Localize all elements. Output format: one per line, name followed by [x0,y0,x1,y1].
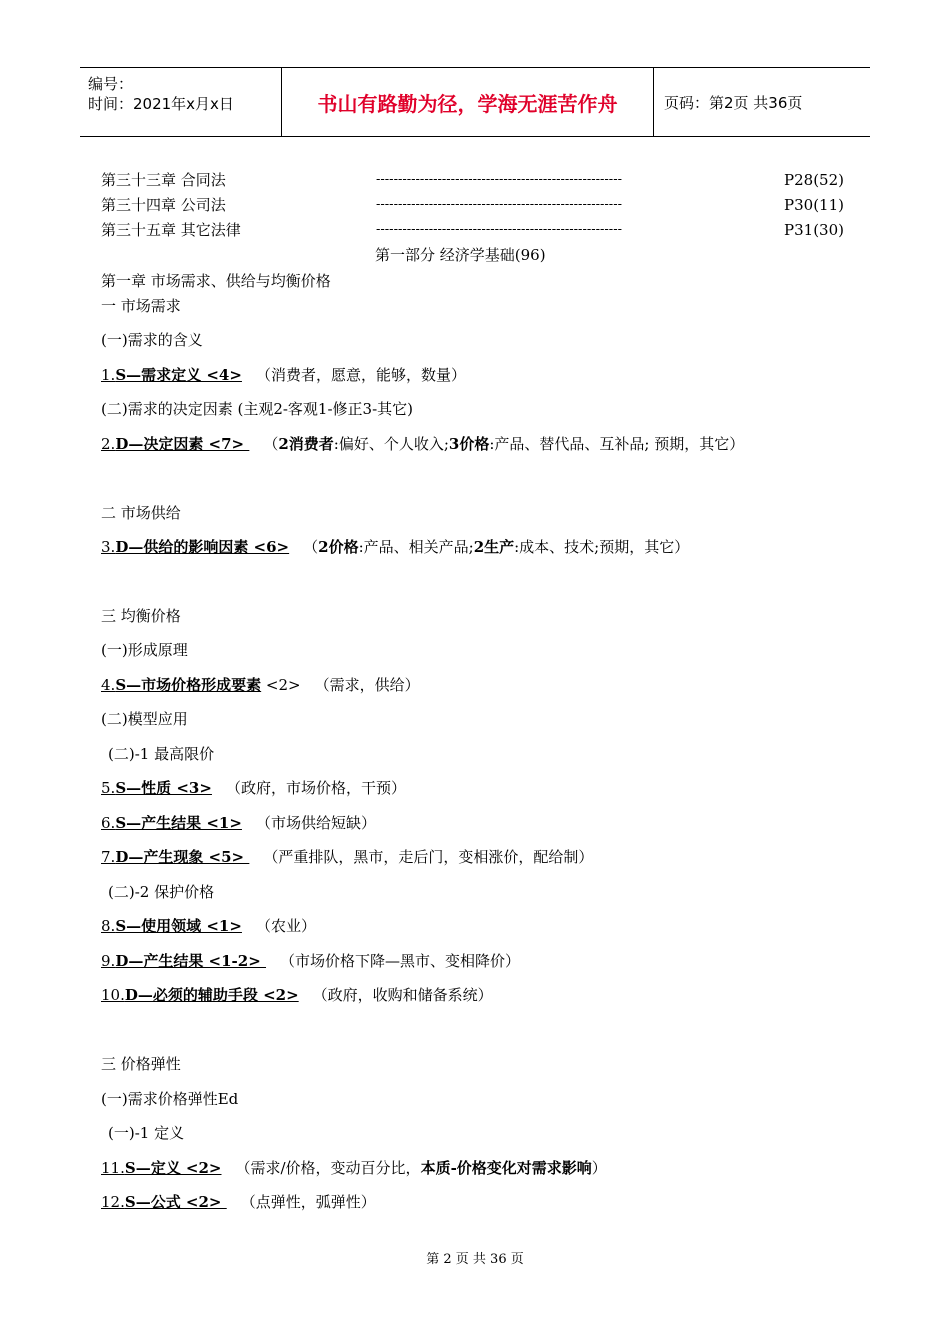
item-7 [101,846,593,867]
toc-entry [101,169,846,191]
item-key: S—需求定义 <4> [115,366,242,384]
subsection-heading: (二)模型应用 [101,710,188,728]
item-10 [101,984,493,1005]
item-9 [101,950,520,971]
item-number: 11. [101,1159,125,1177]
item-5 [101,777,406,798]
item-key: S—市场价格形成要素 [115,676,262,694]
note-part: （ [303,538,319,556]
note-bold: 2生产 [473,538,515,556]
section-heading: 一 市场需求 [101,297,181,315]
section-heading: 三 均衡价格 [101,607,181,625]
note-part: （ [263,435,279,453]
note-bold: 本质-价格变化对需求影响 [420,1159,592,1177]
note-part: （需求/价格，变动百分比， [235,1159,421,1177]
time-label: 时间：2021年x月x日 [88,95,234,113]
item-12 [101,1191,376,1212]
document-header [80,67,870,137]
item-number: 10. [101,986,125,1004]
header-motto: 书山有路勤为径，学海无涯苦作舟 [282,68,654,136]
item-note: （需求，供给） [314,676,420,694]
item-key: D—决定因素 <7> [115,435,250,453]
toc-leader: -------------------------------------------------------- [376,172,622,187]
section-heading: 二 市场供给 [101,504,181,522]
item-note: （政府，收购和储备系统） [312,986,493,1004]
item-number: 5. [101,779,116,797]
subsection-heading: (一)需求价格弹性Ed [101,1090,239,1108]
toc-page: P31(30) [784,221,844,239]
item-note: （市场价格下降—黑市、变相降价） [280,952,521,970]
item-11 [101,1157,607,1178]
item-key: S—产生结果 <1> [115,814,242,832]
sub-subsection-heading: (二)-2 保护价格 [108,883,215,901]
toc-chapter: 第三十三章 合同法 [101,171,226,189]
item-note: （政府，市场价格，干预） [225,779,406,797]
item-key: D—产生现象 <5> [115,848,250,866]
item-key: D—产生结果 <1-2> [115,952,267,970]
subsection-heading: (二)需求的决定因素 (主观2-客观1-修正3-其它) [101,400,414,418]
header-page-info: 页码：第2页 共36页 [664,93,803,112]
item-8 [101,915,316,936]
item-number: 2. [101,435,116,453]
item-key: S—性质 <3> [115,779,212,797]
toc-leader: -------------------------------------------------------- [376,222,622,237]
item-note: （市场供给短缺） [255,814,376,832]
toc-page: P30(11) [784,196,844,214]
note-bold: 2价格 [318,538,359,556]
toc-entry [101,219,846,241]
item-tag: <2> [261,676,301,694]
note-part: :偏好、个人收入; [333,435,449,453]
note-part: ） [591,1159,607,1177]
item-note: （消费者，愿意，能够，数量） [255,366,466,384]
code-label: 编号： [88,75,134,93]
item-number: 8. [101,917,116,935]
item-number: 4. [101,676,116,694]
item-note: （点弹性，弧弹性） [240,1193,376,1211]
toc-leader: -------------------------------------------------------- [376,197,622,212]
item-2 [101,433,744,454]
item-3 [101,536,689,557]
note-part: :成本、技术;预期，其它） [514,538,690,556]
sub-subsection-heading: (二)-1 最高限价 [108,745,215,763]
item-number: 12. [101,1193,125,1211]
subsection-heading: (一)形成原理 [101,641,188,659]
sub-subsection-heading: (一)-1 定义 [108,1124,185,1142]
item-6 [101,812,376,833]
item-note: （农业） [255,917,316,935]
toc-entry [101,194,846,216]
note-bold: 2消费者 [278,435,334,453]
item-4 [101,674,420,695]
item-number: 7. [101,848,116,866]
note-part: :产品、替代品、互补品; 预期，其它） [489,435,745,453]
subsection-heading: (一)需求的含义 [101,331,203,349]
section-heading: 三 价格弹性 [101,1055,181,1073]
item-note: （严重排队，黑市，走后门，变相涨价，配给制） [263,848,594,866]
toc-page: P28(52) [784,171,844,189]
item-key: D—供给的影响因素 <6> [115,538,290,556]
item-key: D—必须的辅助手段 <2> [124,986,299,1004]
toc-chapter: 第三十四章 公司法 [101,196,226,214]
item-number: 6. [101,814,116,832]
note-bold: 3价格 [448,435,490,453]
page-footer: 第 2 页 共 36 页 [426,1252,524,1267]
item-key: S—定义 <2> [124,1159,222,1177]
item-key: S—公式 <2> [124,1193,227,1211]
item-note [263,435,744,453]
toc-chapter: 第三十五章 其它法律 [101,221,241,239]
part-title: 第一部分 经济学基础(96) [375,246,546,264]
item-note [236,1159,607,1177]
item-note [303,538,689,556]
item-number: 9. [101,952,116,970]
header-meta [80,68,282,136]
note-part: :产品、相关产品; [358,538,474,556]
item-key: S—使用领域 <1> [115,917,242,935]
chapter-title: 第一章 市场需求、供给与均衡价格 [101,272,331,290]
item-number: 3. [101,538,116,556]
item-number: 1. [101,366,116,384]
item-1 [101,364,466,385]
